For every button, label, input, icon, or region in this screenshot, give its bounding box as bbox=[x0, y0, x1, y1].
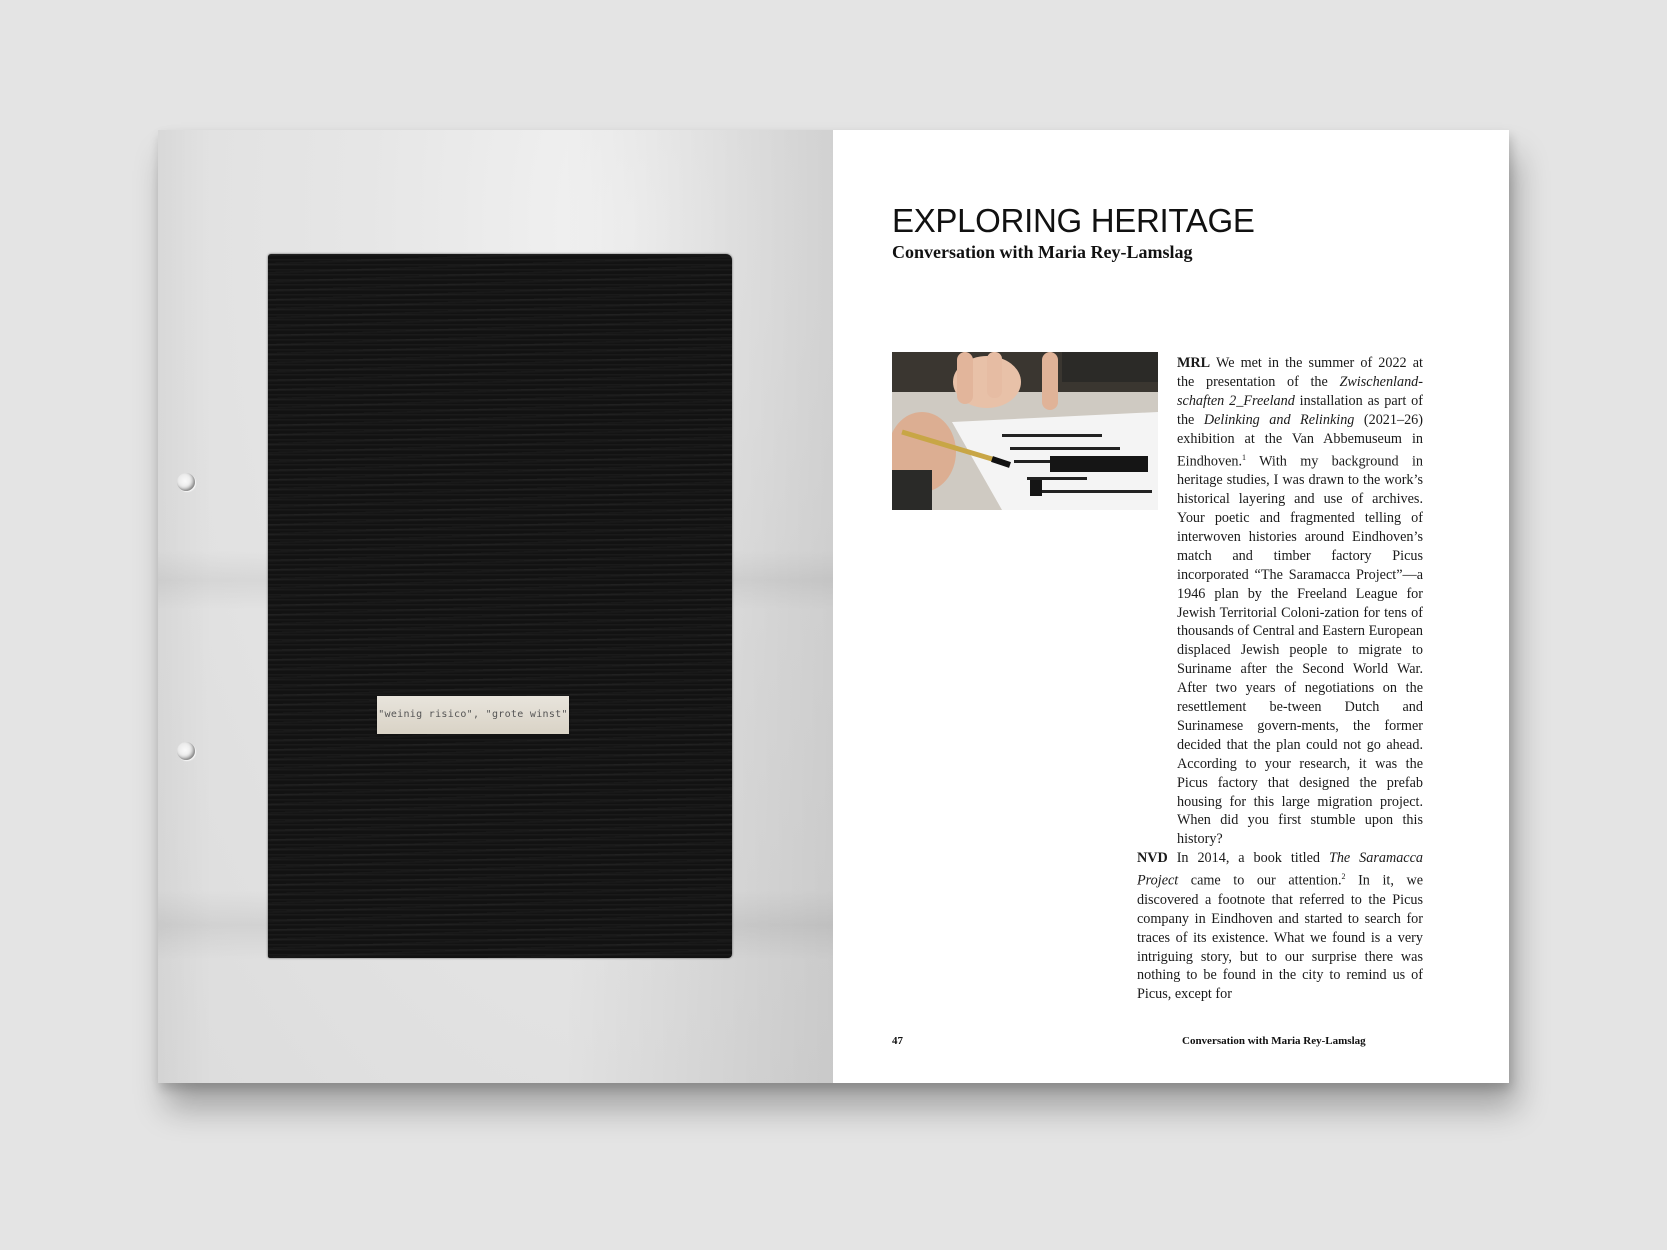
article-title: EXPLORING HERITAGE bbox=[892, 202, 1255, 239]
article-subtitle: Conversation with Maria Rey-Lamslag bbox=[892, 242, 1193, 262]
black-ink-painted-block bbox=[268, 254, 732, 958]
left-page-artwork bbox=[158, 130, 833, 1083]
punch-hole-bottom bbox=[177, 742, 195, 760]
paragraph-mrl bbox=[1157, 354, 1423, 849]
italic-title: The Saramacca Project bbox=[1137, 850, 1423, 889]
text-run: came to our attention. bbox=[1178, 872, 1342, 889]
italic-title: Zwischenland-schaften 2_Freeland bbox=[1177, 373, 1423, 409]
interview-body bbox=[1137, 354, 1423, 1004]
photo-hands-redacting-document bbox=[892, 352, 1158, 510]
footnote-ref[interactable]: 2 bbox=[1341, 872, 1346, 882]
speaker-label: NVD bbox=[1137, 850, 1168, 867]
text-run: (2021–26) exhibition at the Van Abbemuseum in Eindhoven. bbox=[1177, 411, 1423, 470]
text-run: With my background in heritage studies, I was drawn to the work’s historical layering and use of archives. Your poetic and fragmented telling of interwoven histories around Eindhoven’s match and timber factory Picus incorporated “The Saramacca Project”—a 1946 plan by the Freeland League for Jewish Territorial Coloni-zation for tens of thousands of Central and Eastern European displaced Jewish people to migrate to Suriname after the Second World War. After two years of negotiations on the resettlement be-tween Dutch and Surinamese govern-ments, the former decided that the plan could not go ahead. According to your research, it was the Picus factory that designed the prefab housing for this large migration project. When did you first stumble upon this history? bbox=[1177, 453, 1423, 848]
text-run: In it, we discovered a footnote that referred to the Picus company in Eindhoven and started to search for traces of its existence. What we found is a very intriguing story, but to our surprise there was nothing to be found in the city to remind us of Picus, except for bbox=[1137, 872, 1423, 1003]
italic-title: Delinking and Relinking bbox=[1203, 411, 1355, 428]
photo-illustration bbox=[892, 352, 1158, 510]
text-run: In 2014, a book titled bbox=[1176, 850, 1329, 867]
footnote-ref[interactable]: 1 bbox=[1242, 452, 1247, 462]
speaker-label: MRL bbox=[1177, 355, 1211, 371]
running-head: Conversation with Maria Rey-Lamslag bbox=[1182, 1035, 1366, 1047]
book-spread bbox=[158, 130, 1509, 1083]
text-run: installation as part of the bbox=[1177, 392, 1423, 428]
right-page-text bbox=[833, 130, 1509, 1083]
text-run: We met in the summer of 2022 at the presentation of the bbox=[1177, 355, 1423, 390]
punch-hole-top bbox=[177, 473, 195, 491]
page-number: 47 bbox=[892, 1035, 903, 1047]
typewritten-paper-slip: "weinig risico", "grote winst" bbox=[377, 696, 569, 734]
paragraph-nvd bbox=[1137, 849, 1423, 1004]
